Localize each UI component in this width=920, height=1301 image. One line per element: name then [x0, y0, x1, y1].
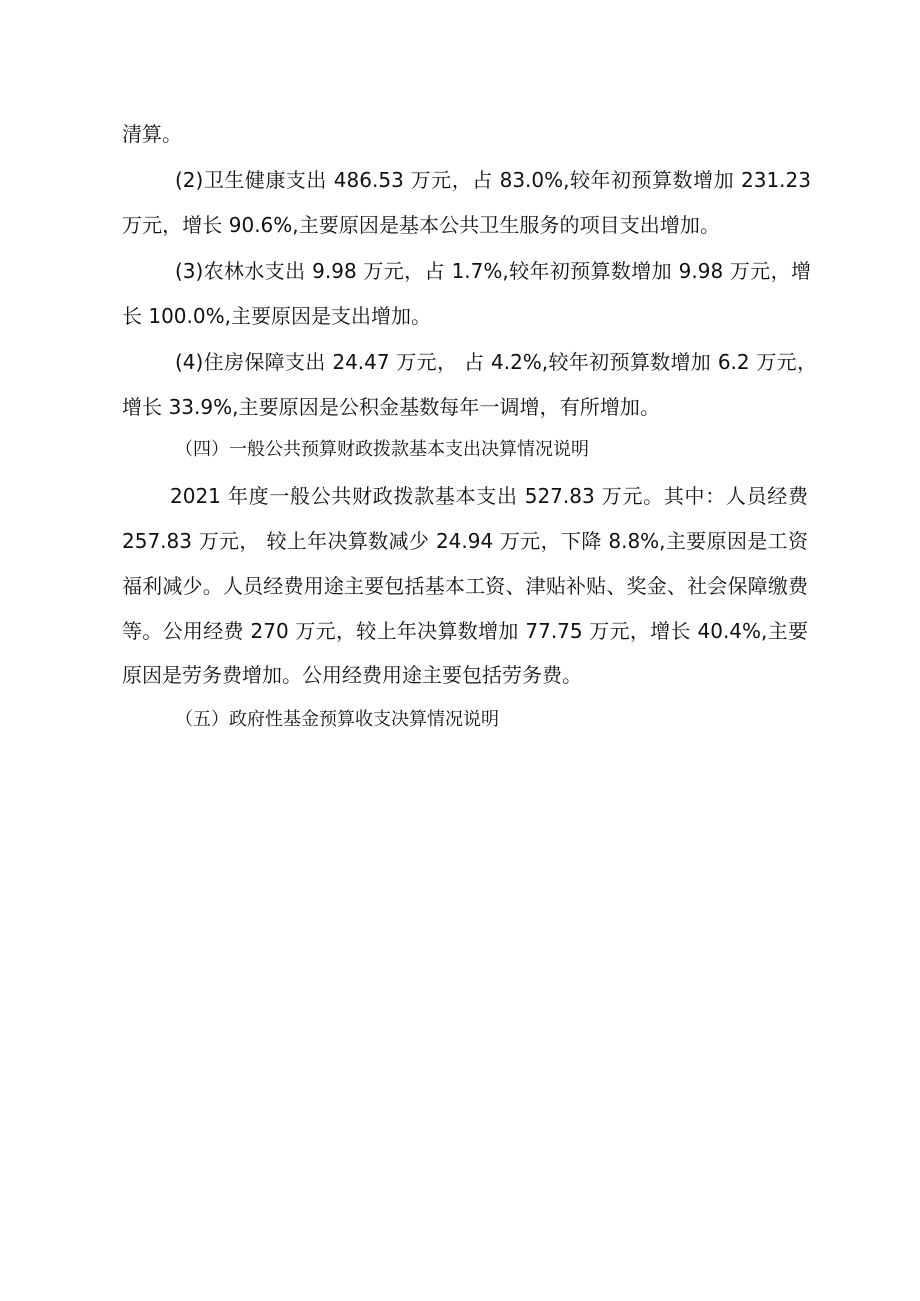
paragraph-line: 清算。 — [122, 122, 182, 146]
paragraph-line: (3)农林水支出 9.98 万元，占 1.7%,较年初预算数增加 9.98 万元，增 — [175, 259, 811, 283]
section-heading-4: （四）一般公共预算财政拨款基本支出决算情况说明 — [175, 439, 589, 460]
paragraph-line: 等。公用经费 270 万元，较上年决算数增加 77.75 万元，增长 40.4%,主要 — [122, 619, 808, 643]
paragraph-line: 增长 33.9%,主要原因是公积金基数每年一调增，有所增加。 — [122, 395, 660, 419]
paragraph-line: 原因是劳务费增加。公用经费用途主要包括劳务费。 — [122, 663, 582, 687]
paragraph-line: (2)卫生健康支出 486.53 万元，占 83.0%,较年初预算数增加 231.23 — [175, 168, 811, 192]
paragraph-line: 福利减少。人员经费用途主要包括基本工资、津贴补贴、奖金、社会保障缴费 — [122, 574, 808, 598]
paragraph-line: 257.83 万元， 较上年决算数减少 24.94 万元，下降 8.8%,主要原因是工资 — [122, 529, 808, 553]
paragraph-line: 长 100.0%,主要原因是支出增加。 — [122, 304, 431, 328]
paragraph-line: 万元，增长 90.6%,主要原因是基本公共卫生服务的项目支出增加。 — [122, 213, 720, 237]
section-heading-5: （五）政府性基金预算收支决算情况说明 — [175, 709, 499, 730]
paragraph-line: (4)住房保障支出 24.47 万元， 占 4.2%,较年初预算数增加 6.2 万元， — [175, 350, 817, 374]
paragraph-line: 2021 年度一般公共财政拨款基本支出 527.83 万元。其中：人员经费 — [170, 484, 808, 508]
